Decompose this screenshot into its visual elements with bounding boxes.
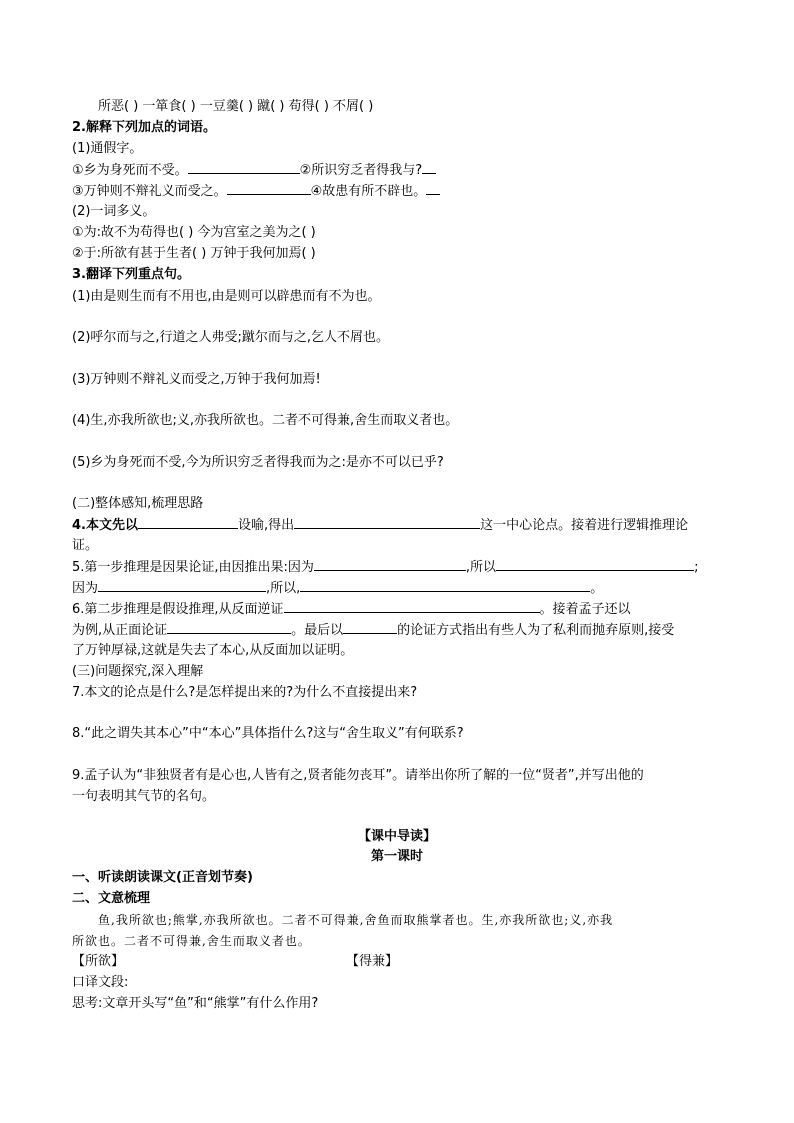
q3-sentence-5: (5)乡为身死而不受,今为所识穷乏者得我而为之:是亦不可以已乎? (72, 455, 444, 470)
answer-blank[interactable] (314, 557, 466, 571)
answer-blank[interactable] (426, 181, 440, 195)
q6-line1 (72, 599, 631, 620)
q6-text-c: 为例,从正面论证 (72, 623, 168, 638)
q6-line2 (72, 620, 674, 641)
q4-text-b: 设喻,得出 (237, 518, 295, 533)
q2-line2 (72, 181, 440, 202)
section2-title: (二)整体感知,梳理思路 (72, 496, 204, 511)
answer-blank[interactable] (138, 515, 238, 529)
q5-text-a: 5.第一步推理是因果论证,由因推出果:因为 (72, 560, 314, 575)
q9-line1: 9.孟子认为“非独贤者有是心也,人皆有之,贤者能勿丧耳”。请举出你所了解的一位“贤者”,并写出他的 (72, 768, 644, 783)
q3-sentence-3: (3)万钟则不辩礼义而受之,万钟于我何加焉! (72, 372, 321, 387)
q3-sentence-4: (4)生,亦我所欲也;义,亦我所欲也。二者不可得兼,舍生而取义者也。 (72, 413, 459, 428)
q5-line2 (72, 578, 603, 599)
q5-text-d: 因为 (72, 581, 99, 596)
answer-blank[interactable] (188, 160, 300, 174)
q8: 8.“此之谓失其本心”中“本心”具体指什么?这与“舍生取义”有何联系? (72, 726, 464, 741)
q2-sub1: (1)通假字。 (72, 141, 143, 156)
q4-line1 (72, 515, 688, 536)
q5-text-f: 。 (590, 581, 604, 596)
oral-translation-label: 口译文段: (72, 975, 129, 990)
answer-blank[interactable] (167, 620, 291, 634)
answer-blank[interactable] (422, 160, 436, 174)
passage-line-2: 所欲也。二者不可得兼,舍生而取义者也。 (72, 934, 311, 948)
answer-blank[interactable] (294, 515, 480, 529)
q2-item-3: ③万钟则不辩礼义而受之。 (72, 184, 227, 199)
q2-item-2: ②所识穷乏者得我与? (299, 163, 423, 178)
q5-line1 (72, 557, 698, 578)
guide-heading-1: 一、听读朗读课文(正音划节奏) (72, 870, 253, 885)
q2-line4: ②于:所欲有甚于生者( ) 万钟于我何加焉( ) (72, 246, 316, 261)
q2-line1 (72, 160, 436, 181)
q2-item-4: ④故患有所不辟也。 (310, 184, 427, 199)
q4-line2: 证。 (72, 538, 99, 553)
answer-blank[interactable] (98, 578, 266, 592)
answer-blank[interactable] (227, 181, 311, 195)
q3-title: 3.翻译下列重点句。 (72, 267, 190, 282)
answer-blank[interactable] (300, 578, 590, 592)
guide-heading-2: 二、文意梳理 (72, 891, 151, 906)
q3-sentence-1: (1)由是则生而有不用也,由是则可以辟患而有不为也。 (72, 289, 381, 304)
q9-line2: 一句表明其气节的名句。 (72, 789, 216, 804)
q5-text-b: ,所以 (465, 560, 497, 575)
guide-subtitle: 第一课时 (370, 849, 423, 864)
term-suoyu: 【所欲】 (72, 954, 125, 969)
q4-text-c: 这一中心论点。接着进行逻辑推理论 (480, 518, 689, 533)
q6-text-b: 。接着孟子还以 (539, 602, 631, 617)
passage-line-1: 鱼,我所欲也;熊掌,亦我所欲也。二者不可得兼,舍鱼而取熊掌者也。生,亦我所欲也;义,亦我 (98, 913, 614, 927)
answer-blank[interactable] (284, 599, 540, 613)
answer-blank[interactable] (343, 620, 397, 634)
q3-sentence-2: (2)呼尔而与之,行道之人弗受;蹴尔而与之,乞人不屑也。 (72, 330, 390, 345)
q2-line3: ①为:故不为苟得也( ) 今为宫室之美为之( ) (72, 225, 316, 240)
q5-text-c: ; (694, 560, 699, 575)
q2-sub2: (2)一词多义。 (72, 204, 156, 219)
answer-blank[interactable] (496, 557, 694, 571)
q6-text-d: 。最后以 (291, 623, 344, 638)
q6-line3: 了万钟厚禄,这就是失去了本心,从反面加以证明。 (72, 643, 354, 658)
term-dejian: 【得兼】 (346, 954, 399, 969)
think-question: 思考:文章开头写“鱼”和“熊掌”有什么作用? (72, 996, 319, 1011)
section3-title: (三)问题探究,深入理解 (72, 664, 204, 679)
vocab-line: 所恶( ) 一箪食( ) 一豆羹( ) 蹴( ) 苟得( ) 不屑( ) (98, 99, 374, 114)
guide-title: 【课中导读】 (357, 829, 436, 844)
q6-text-a: 6.第二步推理是假设推理,从反面逆证 (72, 602, 284, 617)
q7: 7.本文的论点是什么?是怎样提出来的?为什么不直接提出来? (72, 685, 418, 700)
q2-title: 2.解释下列加点的词语。 (72, 120, 216, 135)
q4-text-a: 4.本文先以 (72, 518, 138, 533)
q5-text-e: ,所以, (266, 581, 301, 596)
q2-item-1: ①乡为身死而不受。 (72, 163, 188, 178)
q6-text-e: 的论证方式指出有些人为了私利而抛弃原则,接受 (397, 623, 675, 638)
